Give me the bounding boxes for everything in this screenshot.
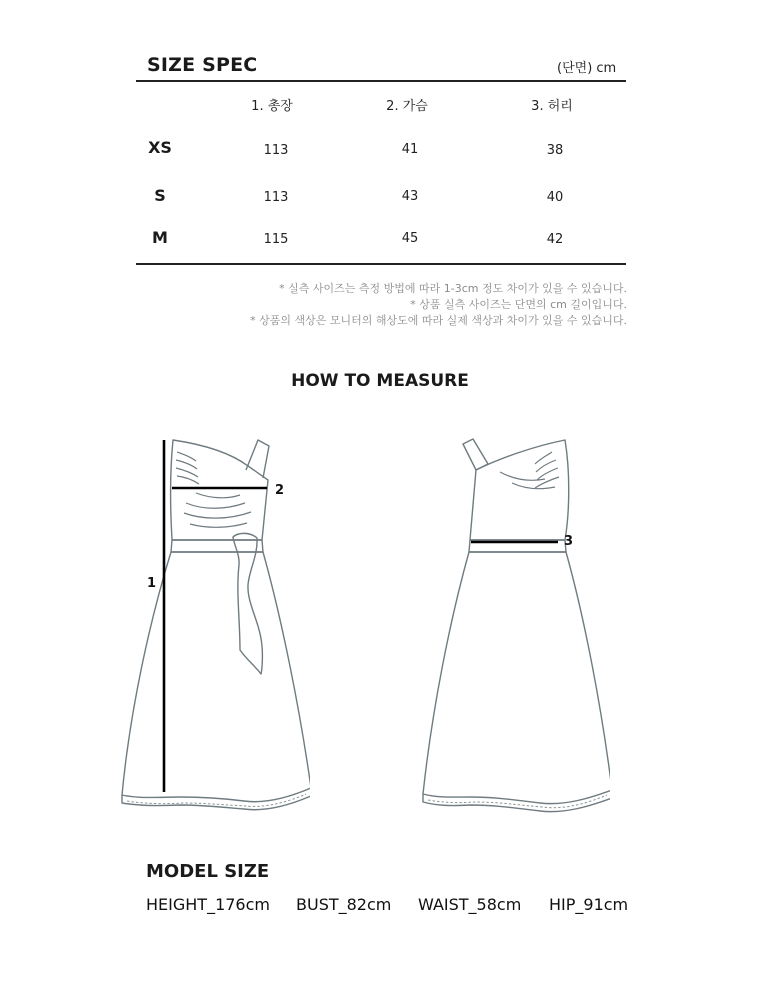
size-notes <box>250 281 627 329</box>
model-waist: WAIST_58cm <box>418 895 522 914</box>
model-bust: BUST_82cm <box>296 895 392 914</box>
model-height: HEIGHT_176cm <box>146 895 270 914</box>
how-to-measure-title: HOW TO MEASURE <box>291 371 469 391</box>
column-header-bust: 2. 가슴 <box>386 99 428 114</box>
cell-bust: 43 <box>401 189 419 204</box>
cell-bust: 45 <box>401 231 419 246</box>
row-size-label: S <box>154 186 166 205</box>
dress-back-illustration <box>410 430 610 820</box>
dress-front-illustration <box>110 430 310 820</box>
size-note: * 상품 실측 사이즈는 단면의 cm 길이입니다. <box>410 298 627 311</box>
row-size-label: XS <box>148 138 172 157</box>
measure-label-length: 1 <box>147 576 157 591</box>
size-note: * 실측 사이즈는 측정 방법에 따라 1-3cm 정도 차이가 있을 수 있습니다. <box>279 282 627 295</box>
cell-waist: 42 <box>546 232 564 247</box>
cell-length: 115 <box>263 232 289 247</box>
cell-waist: 38 <box>546 143 564 158</box>
cell-length: 113 <box>263 190 289 205</box>
table-top-rule <box>136 80 626 82</box>
model-hip: HIP_91cm <box>549 895 629 914</box>
table-bottom-rule <box>136 263 626 265</box>
column-header-waist: 3. 허리 <box>531 99 573 114</box>
cell-length: 113 <box>263 143 289 158</box>
column-header-length: 1. 총장 <box>251 99 293 114</box>
size-note: * 상품의 색상은 모니터의 해상도에 따라 실제 색상과 차이가 있을 수 있습니다. <box>250 314 627 327</box>
size-spec-unit: (단면) cm <box>557 61 617 76</box>
measure-label-waist: 3 <box>564 534 574 549</box>
model-size-title: MODEL SIZE <box>146 861 270 882</box>
row-size-label: M <box>152 228 168 247</box>
cell-bust: 41 <box>401 142 419 157</box>
measure-label-bust: 2 <box>275 483 285 498</box>
size-spec-title: SIZE SPEC <box>147 54 258 76</box>
cell-waist: 40 <box>546 190 564 205</box>
